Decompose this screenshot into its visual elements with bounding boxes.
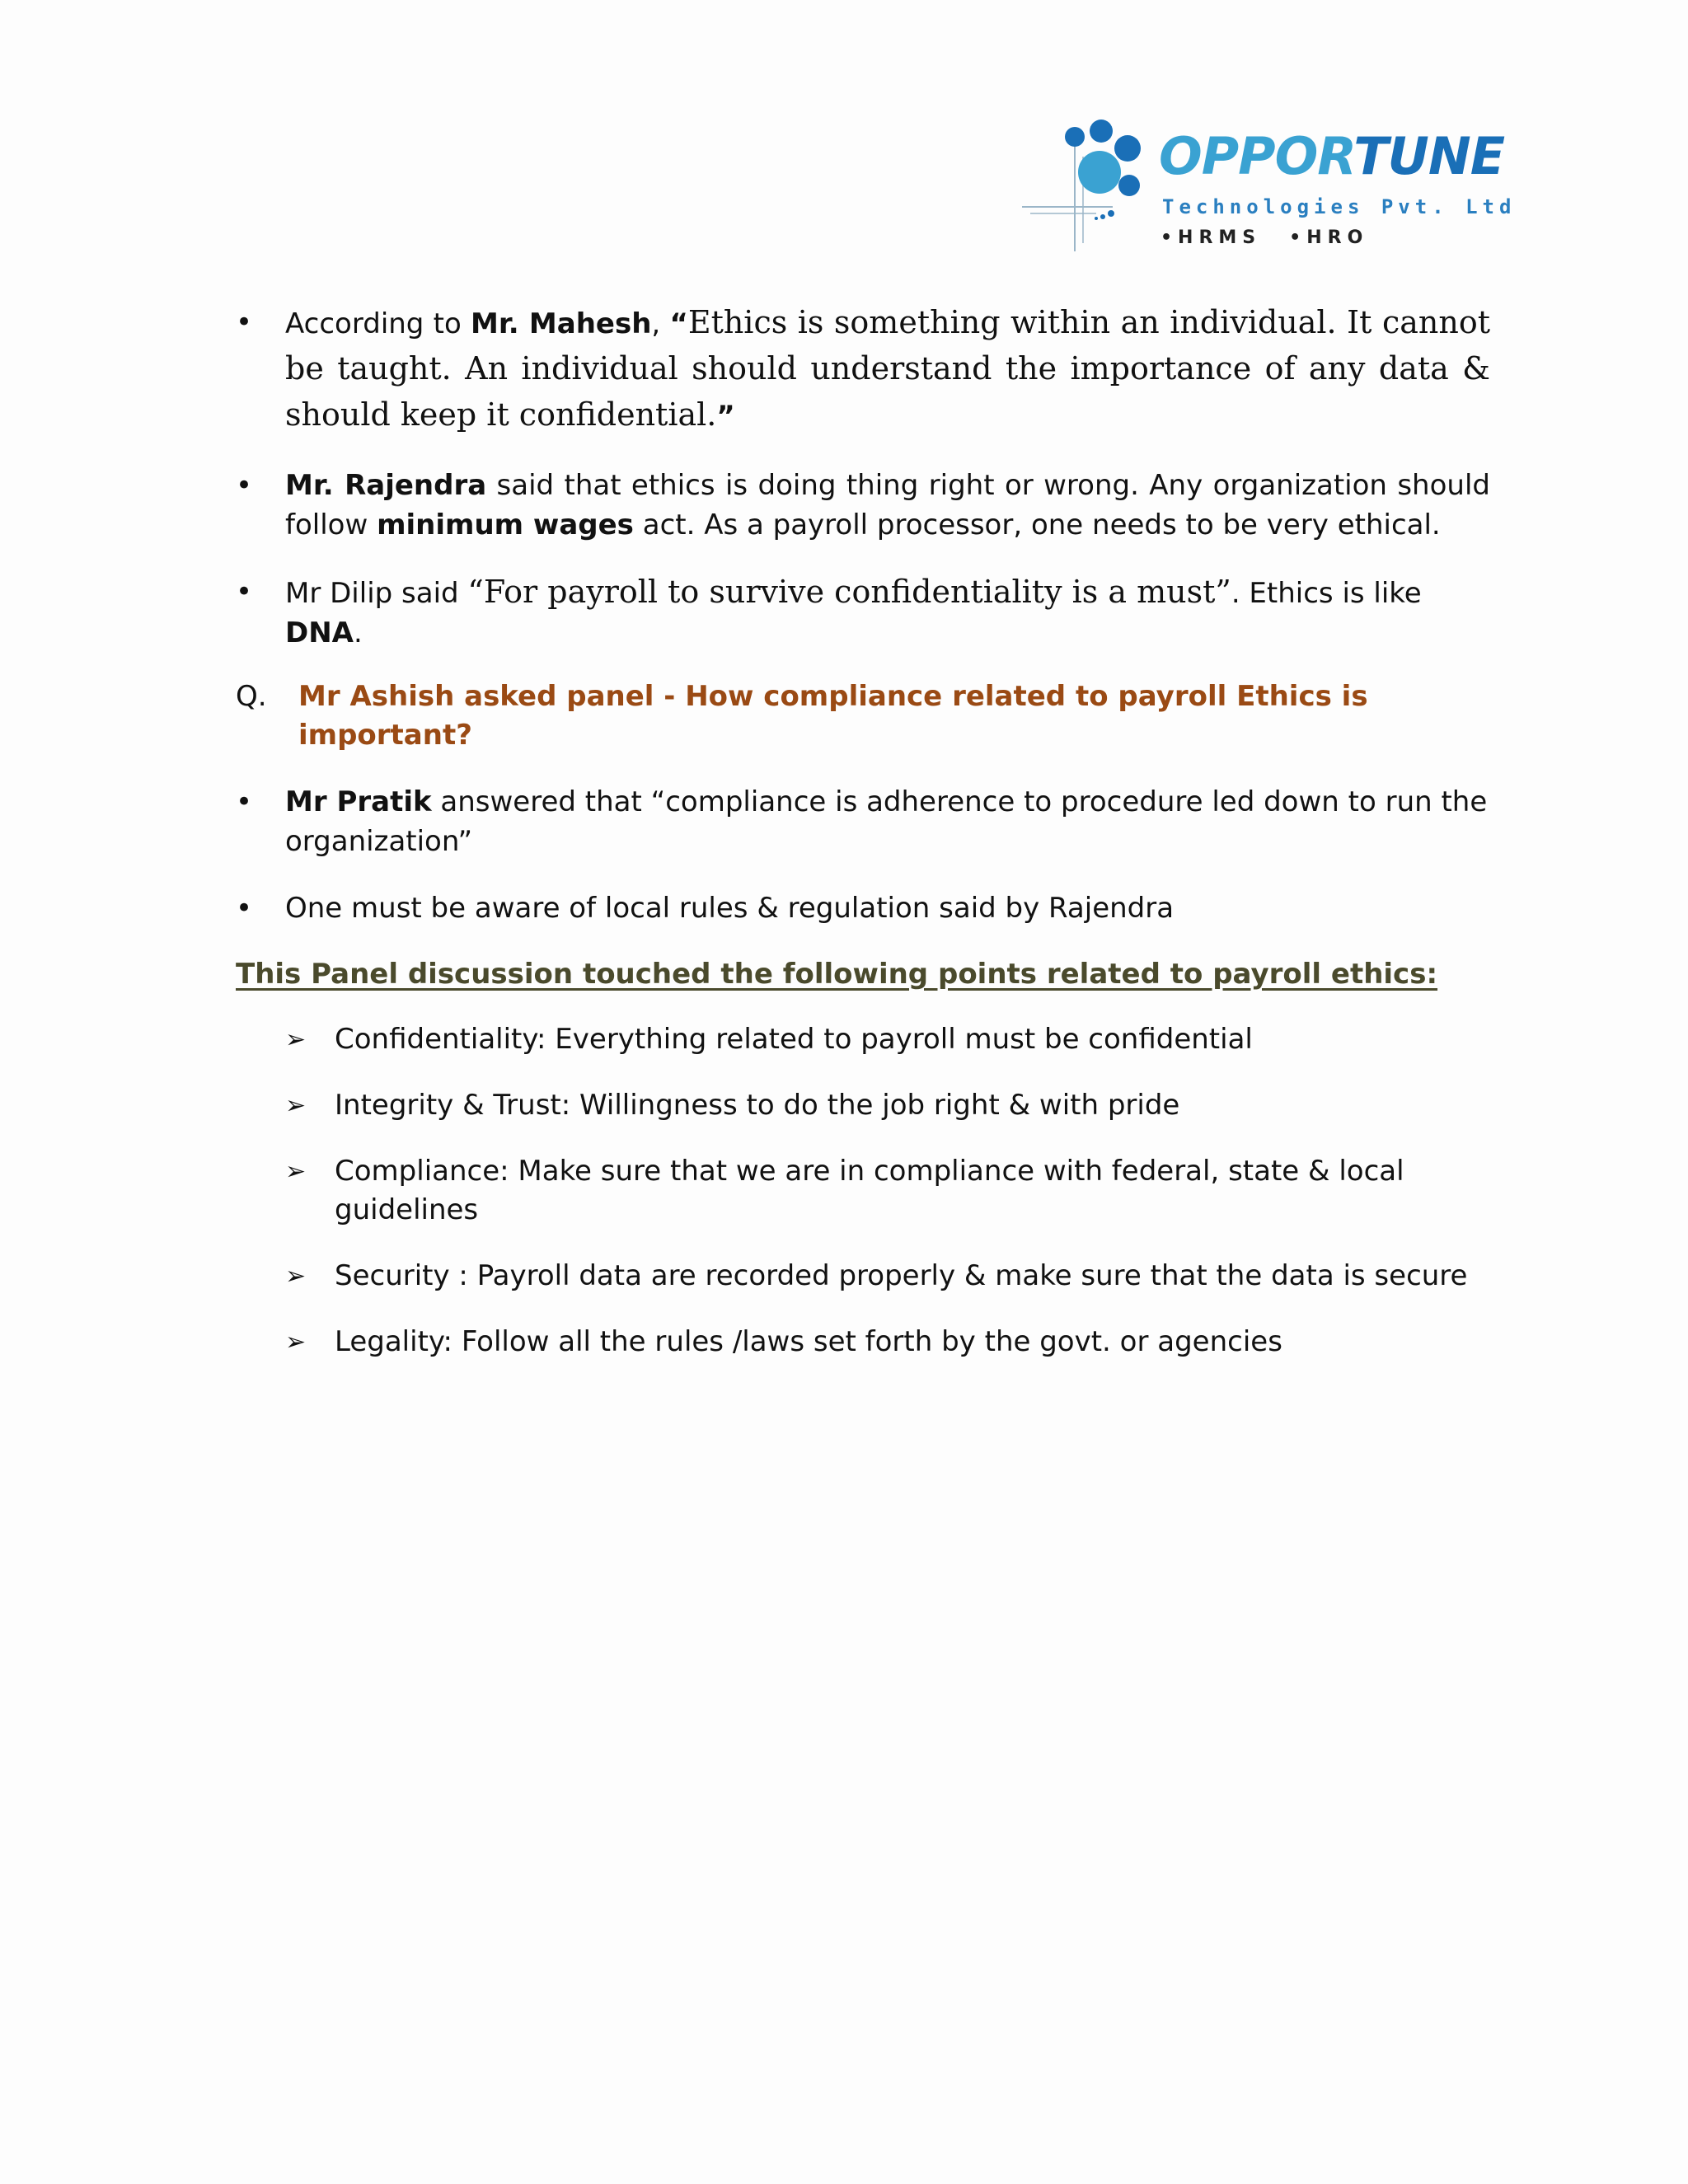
- mahesh-sep: ,: [651, 307, 670, 340]
- list-item: [285, 1257, 1490, 1296]
- logo-wordmark-part1: OPPOR: [1159, 126, 1354, 186]
- dilip-dna: DNA: [285, 616, 354, 649]
- logo-subtitle: Technologies Pvt. Ltd: [1162, 195, 1517, 218]
- list-item: [285, 1020, 1490, 1059]
- mahesh-close-quote: ”: [716, 400, 735, 433]
- arrow-bullet-icon: ➢: [285, 1091, 307, 1120]
- rajendra-speaker: Mr. Rajendra: [285, 469, 487, 502]
- point-text: Legality: Follow all the rules /laws set forth by the govt. or agencies: [335, 1325, 1282, 1358]
- company-logo: [1022, 111, 1517, 260]
- bullet-rajendra: [236, 466, 1490, 545]
- dilip-lead: Mr Dilip said: [285, 577, 468, 610]
- bullet-marker: •: [236, 469, 253, 502]
- arrow-bullet-icon: ➢: [285, 1328, 307, 1357]
- dilip-text: . Ethics is like: [1231, 577, 1422, 610]
- section-heading: This Panel discussion touched the following points related to payroll ethics:: [236, 958, 1438, 991]
- bullet-marker: •: [236, 575, 253, 608]
- rajendra-text1: said that ethics is doing thing right or wrong. Any organization should follow: [285, 469, 1490, 541]
- arrow-bullet-icon: ➢: [285, 1025, 307, 1054]
- arrow-bullet-icon: ➢: [285, 1262, 307, 1291]
- question-marker: Q.: [236, 680, 267, 713]
- document-body: [236, 300, 1490, 1389]
- mahesh-lead: According to: [285, 307, 471, 340]
- logo-wordmark-part2: TUNE: [1353, 126, 1505, 186]
- point-text: Compliance: Make sure that we are in compliance with federal, state & local guidelines: [335, 1155, 1404, 1226]
- dilip-quote: “For payroll to survive confidentiality is a must”: [467, 574, 1231, 610]
- list-item: [285, 1152, 1490, 1230]
- bullet-marker: •: [236, 306, 253, 339]
- mahesh-open-quote: “: [669, 307, 688, 340]
- bullet-marker: •: [236, 785, 253, 818]
- bullet-mahesh: [236, 300, 1490, 438]
- bullet-marker: •: [236, 892, 253, 925]
- bullet-pratik: [236, 782, 1490, 861]
- logo-wordmark: [1159, 126, 1505, 186]
- local-rules-text: One must be aware of local rules & regulation said by Rajendra: [285, 892, 1175, 925]
- points-list: [236, 1020, 1490, 1361]
- list-item: [285, 1086, 1490, 1125]
- logo-tag-hrms: •HRMS: [1160, 227, 1262, 248]
- bullet-dilip: [236, 572, 1490, 653]
- pratik-speaker: Mr Pratik: [285, 785, 432, 818]
- point-text: Confidentiality: Everything related to payroll must be confidential: [335, 1023, 1253, 1056]
- dilip-end: .: [354, 616, 363, 649]
- rajendra-act: minimum wages: [377, 509, 634, 541]
- question-ashish: [236, 677, 1490, 755]
- logo-tags: [1160, 227, 1396, 248]
- question-text: Mr Ashish asked panel - How compliance related to payroll Ethics is important?: [298, 680, 1368, 752]
- point-text: Integrity & Trust: Willingness to do the job right & with pride: [335, 1089, 1180, 1122]
- list-item: [285, 1323, 1490, 1361]
- mahesh-quote: Ethics is something within an individual. It cannot be taught. An individual should understand the importance of any data & should keep it confidential.: [285, 304, 1490, 433]
- mahesh-speaker: Mr. Mahesh: [471, 307, 652, 340]
- rajendra-text2: act. As a payroll processor, one needs to be very ethical.: [633, 509, 1441, 541]
- point-text: Security : Payroll data are recorded properly & make sure that the data is secure: [335, 1259, 1468, 1292]
- logo-tag-hro: •HRO: [1289, 227, 1369, 248]
- bullet-local-rules: [236, 888, 1490, 928]
- arrow-bullet-icon: ➢: [285, 1157, 307, 1186]
- logo-graphic: [1022, 111, 1162, 260]
- pratik-text: answered that “compliance is adherence to procedure led down to run the organization”: [285, 785, 1488, 858]
